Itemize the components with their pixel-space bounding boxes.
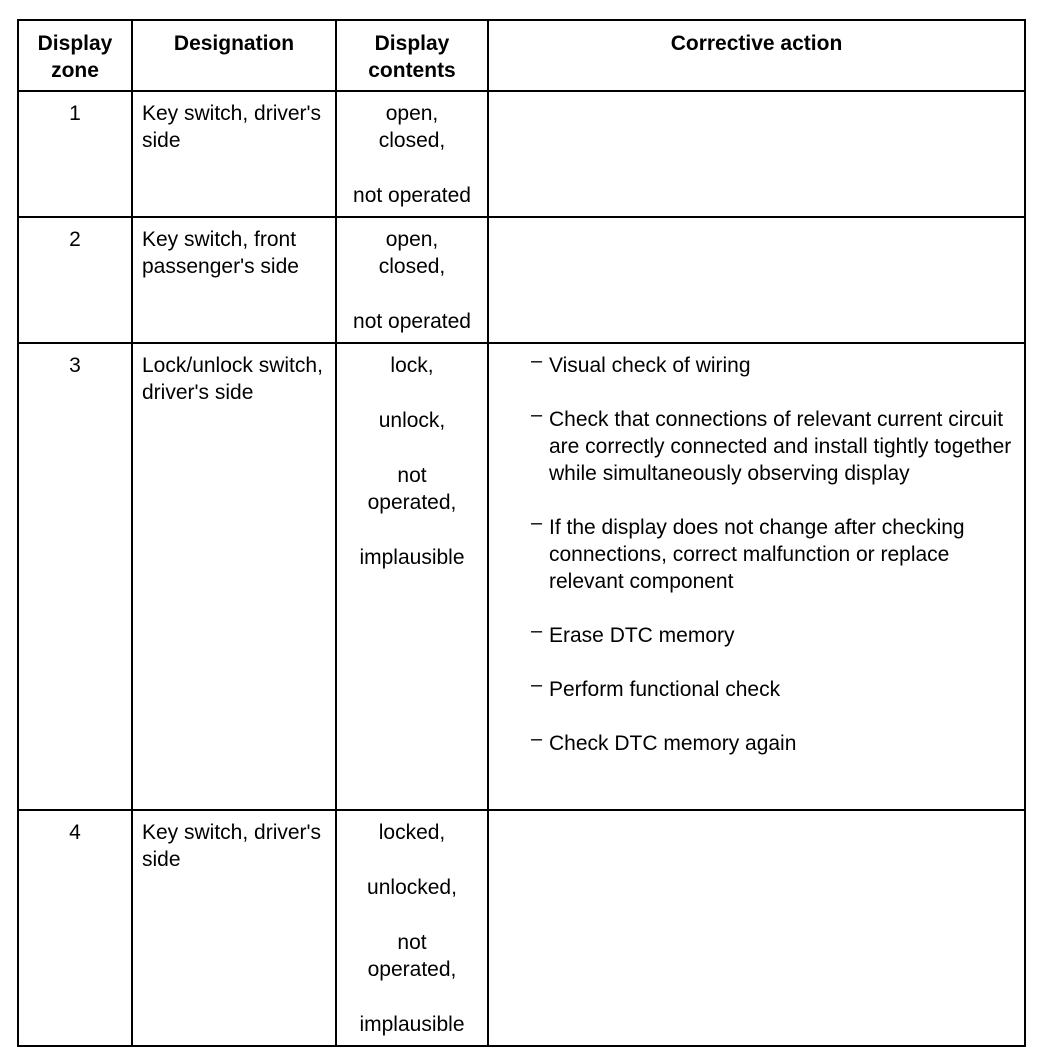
header-display-contents: Display contents: [336, 20, 488, 91]
header-designation: Designation: [132, 20, 336, 91]
designation-cell: Key switch, front passenger's side: [132, 217, 336, 343]
display-content-line: unlock,: [378, 409, 446, 432]
line-gap: [339, 983, 485, 1011]
corrective-action-item: [531, 350, 1016, 379]
dash-bullet: –: [531, 620, 543, 642]
table-row: [18, 810, 1025, 1046]
zone-cell: 3: [18, 343, 132, 810]
corrective-action-item: [531, 620, 1016, 649]
display-content-line: operated,: [367, 491, 457, 514]
dash-bullet: –: [531, 728, 543, 750]
corrective-action-item: [531, 404, 1016, 487]
corrective-action-text: Visual check of wiring: [549, 354, 751, 377]
designation-cell: Key switch, driver's side: [132, 810, 336, 1046]
dash-bullet: –: [531, 404, 543, 426]
corrective-action-text: If the display does not change after checking connections, correct malfunction or replace relevant component: [549, 516, 965, 593]
zone-cell: 1: [18, 91, 132, 217]
display-content-line: unlocked,: [367, 876, 457, 899]
display-content-line: open,: [385, 102, 439, 125]
designation-cell: Key switch, driver's side: [132, 91, 336, 217]
display-content-line: not operated: [353, 184, 471, 207]
dash-bullet: –: [531, 350, 543, 372]
header-corrective-action: Corrective action: [488, 20, 1025, 91]
display-content-line: operated,: [367, 958, 457, 981]
dash-bullet: –: [531, 674, 543, 696]
corrective-action-text: Check DTC memory again: [549, 732, 797, 755]
display-content-line: implausible: [359, 1013, 465, 1036]
contents-cell: [336, 217, 488, 343]
table-row: [18, 343, 1025, 810]
display-content-line: implausible: [359, 546, 465, 569]
display-content-line: not operated: [353, 310, 471, 333]
display-content-line: closed,: [378, 255, 446, 278]
contents-cell: [336, 343, 488, 810]
display-content-line: closed,: [378, 129, 446, 152]
contents-cell: [336, 810, 488, 1046]
line-gap: [339, 280, 485, 308]
corrective-action-cell: [488, 343, 1025, 810]
line-gap: [339, 516, 485, 544]
display-content-line: not: [397, 464, 427, 487]
corrective-action-cell: [488, 217, 1025, 343]
display-content-line: open,: [385, 228, 439, 251]
contents-cell: [336, 91, 488, 217]
header-row: [18, 20, 1025, 91]
display-content-line: lock,: [390, 354, 434, 377]
header-display-zone: Display zone: [18, 20, 132, 91]
line-gap: [339, 154, 485, 182]
line-gap: [339, 846, 485, 874]
corrective-action-text: Perform functional check: [549, 678, 781, 701]
zone-cell: 2: [18, 217, 132, 343]
display-content-line: locked,: [378, 821, 446, 844]
corrective-action-item: [531, 674, 1016, 703]
corrective-action-item: [531, 728, 1016, 757]
table-row: [18, 91, 1025, 217]
corrective-action-cell: [488, 91, 1025, 217]
line-gap: [339, 379, 485, 407]
dash-bullet: –: [531, 512, 543, 534]
zone-cell: 4: [18, 810, 132, 1046]
line-gap: [339, 901, 485, 929]
corrective-action-text: Erase DTC memory: [549, 624, 735, 647]
corrective-action-cell: [488, 810, 1025, 1046]
table-row: [18, 217, 1025, 343]
designation-cell: Lock/unlock switch, driver's side: [132, 343, 336, 810]
corrective-action-text: Check that connections of relevant current circuit are correctly connected and install tightly together while simultaneously observing display: [549, 408, 1012, 485]
display-content-line: not: [397, 931, 427, 954]
line-gap: [339, 434, 485, 462]
diagnostic-table: [17, 19, 1026, 1047]
corrective-action-item: [531, 512, 1016, 595]
